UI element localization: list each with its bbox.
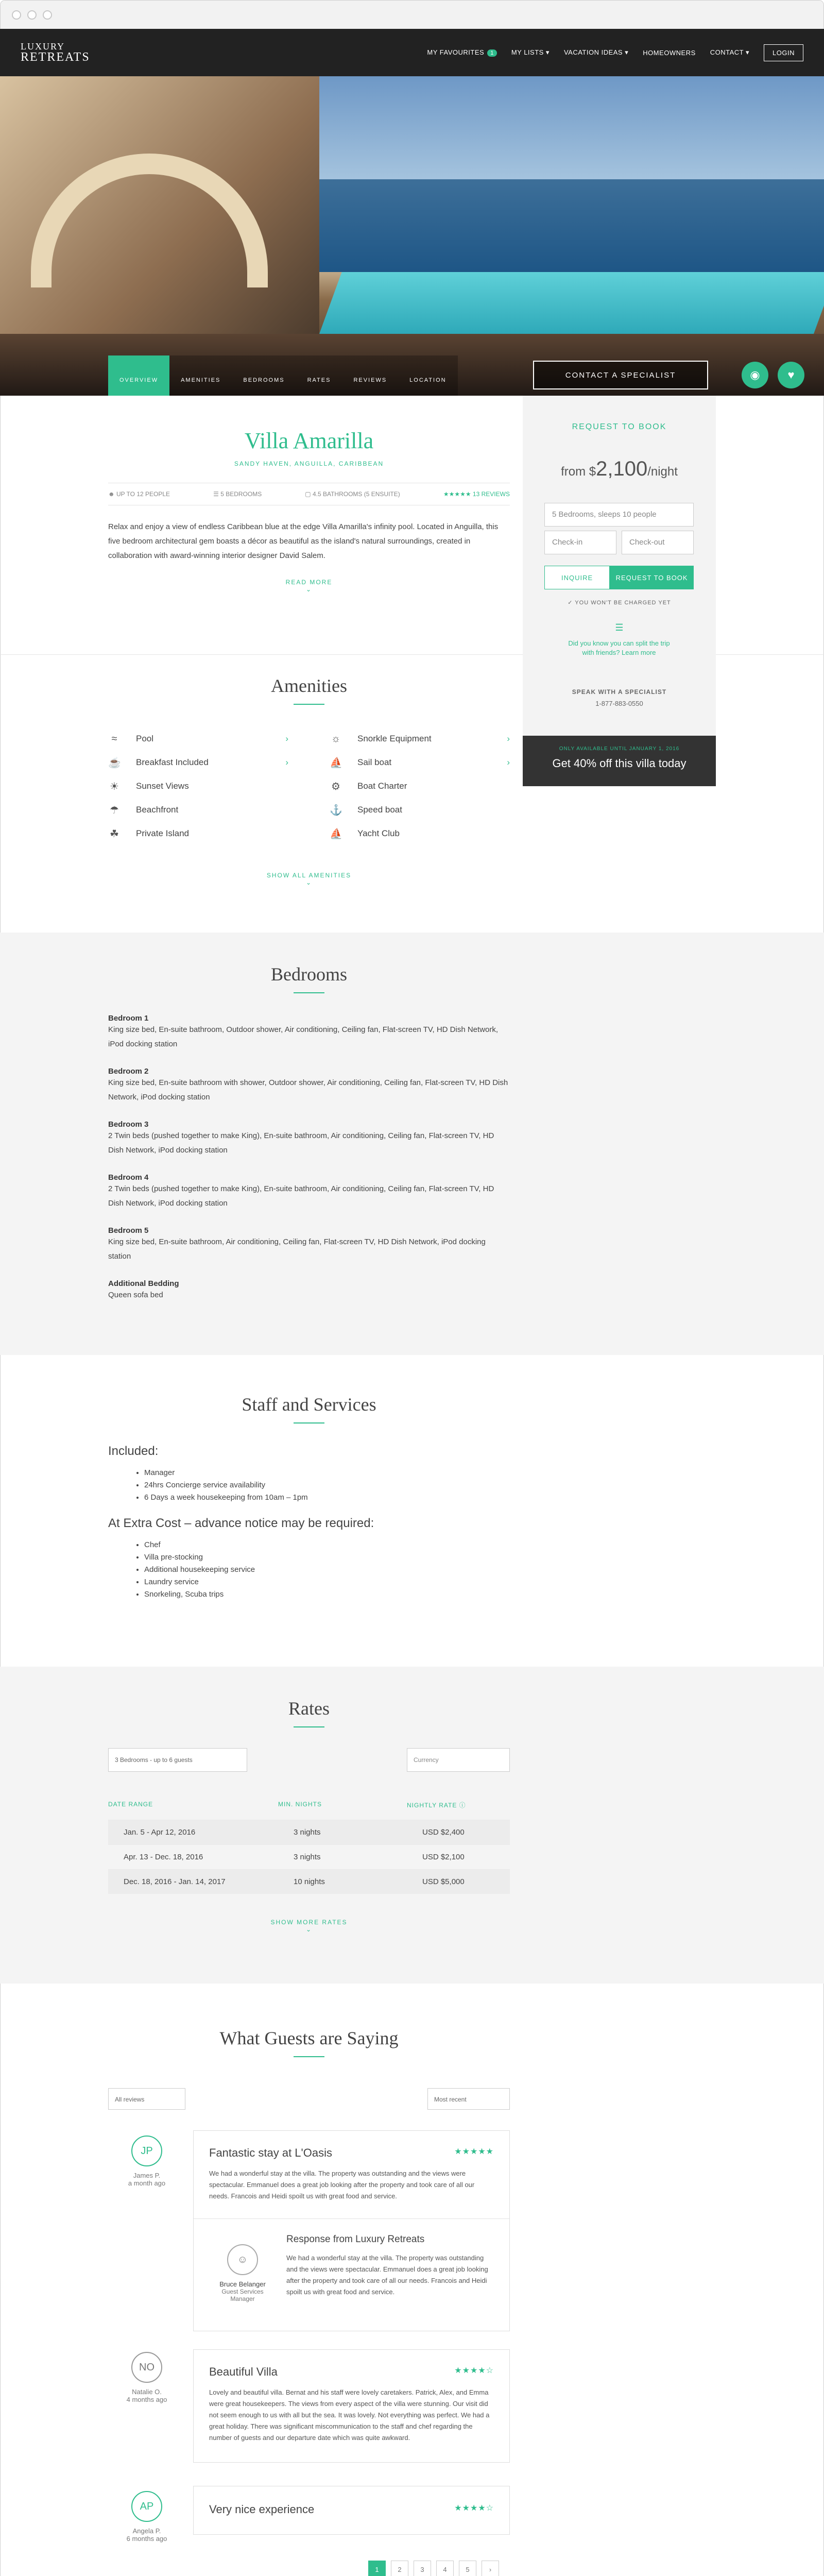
- meta-people-label: UP TO 12 PEOPLE: [116, 490, 170, 498]
- bedroom-name: Bedroom 3: [108, 1120, 149, 1129]
- meta-reviews[interactable]: ★★★★★ 13 REVIEWS: [443, 490, 510, 498]
- staff-underline: [294, 1422, 324, 1423]
- rate-min-nights: 3 nights: [294, 1828, 321, 1837]
- review-date: 6 months ago: [126, 2535, 167, 2543]
- nav-my-lists[interactable]: MY LISTS ▾: [511, 48, 550, 56]
- reviewer-name: Natalie O.: [132, 2388, 162, 2396]
- review-title: Fantastic stay at L'Oasis: [209, 2146, 332, 2159]
- page-button[interactable]: 3: [414, 2561, 431, 2576]
- villa-title: Villa Amarilla: [244, 428, 374, 453]
- amenity-pool[interactable]: [108, 731, 288, 747]
- avatar: NO: [131, 2352, 162, 2383]
- meta-bathrooms: ▢ 4.5 BATHROOMS (5 ENSUITE): [305, 490, 400, 498]
- amenity-speedboat: [330, 802, 510, 818]
- split-trip-link[interactable]: Did you know you can split the trip with friends? Learn more: [568, 639, 670, 656]
- review-title: Very nice experience: [209, 2503, 315, 2516]
- review-heading: [209, 2365, 494, 2379]
- bedroom-name: Bedroom 2: [108, 1067, 149, 1076]
- meta-bedrooms: ☰ 5 BEDROOMS: [213, 490, 262, 498]
- amenity-label: Sunset Views: [136, 781, 189, 791]
- palm-tree-icon: ☘: [110, 828, 119, 840]
- chevron-right-icon: ›: [285, 757, 288, 767]
- promo-deadline: ONLY AVAILABLE UNTIL JANUARY 1, 2016: [559, 746, 680, 752]
- amenity-yacht-club: [330, 825, 510, 842]
- bedroom-desc: 2 Twin beds (pushed together to make King), En-suite bathroom, Air conditioning, Ceiling fan, Flat-screen TV, HD Dish Network, iPod docking station: [108, 1131, 494, 1155]
- nav-vacation-ideas[interactable]: VACATION IDEAS ▾: [563, 48, 629, 56]
- chevron-down-icon: ⌄: [305, 1926, 313, 1933]
- amenities-title: Amenities: [271, 675, 347, 696]
- bedrooms-list: [108, 1014, 510, 1302]
- rates-table-body: [108, 1820, 510, 1894]
- reviews-underline: [294, 2056, 324, 2057]
- review-body: [194, 2131, 509, 2202]
- reviewer-name: James P.: [133, 2172, 161, 2179]
- bedroom-name: Bedroom 1: [108, 1014, 149, 1023]
- bedroom-desc: King size bed, En-suite bathroom with shower, Outdoor shower, Air conditioning, Ceiling fan, Flat-screen TV, HD Dish Network, iPod docking station: [108, 1078, 508, 1101]
- bedroom-name: Bedroom 5: [108, 1226, 149, 1235]
- rate-price: USD $2,100: [422, 1853, 465, 1861]
- window-minimize-dot[interactable]: [27, 10, 37, 20]
- speak-specialist-label: SPEAK WITH A SPECIALIST: [572, 688, 667, 696]
- meta-bathrooms-label: 4.5 BATHROOMS (5 ENSUITE): [312, 490, 400, 498]
- price-prefix: from $: [561, 465, 596, 479]
- rates-table-header: [108, 1801, 510, 1820]
- responder: [214, 2244, 271, 2302]
- site-logo[interactable]: [21, 42, 90, 63]
- chevron-right-icon: ›: [507, 734, 510, 743]
- amenity-label: Sail boat: [357, 757, 392, 767]
- amenity-beachfront: [108, 802, 288, 818]
- review-text: We had a wonderful stay at the villa. The property was outstanding and the views were spectacular. Emmanuel does a great job looking after the property and took care of all our needs. Francois and Heidi spoilt us with great food and service.: [209, 2170, 475, 2200]
- meta-bedrooms-label: 5 BEDROOMS: [220, 490, 262, 498]
- meta-people: ☻ UP TO 12 PEOPLE: [108, 490, 170, 498]
- amenity-breakfast[interactable]: [108, 754, 288, 771]
- review-divider: [194, 2218, 509, 2219]
- avatar: ☺: [227, 2244, 258, 2275]
- price-value: 2,100: [596, 457, 648, 480]
- table-row: [108, 1844, 510, 1869]
- page-button[interactable]: 5: [459, 2561, 476, 2576]
- request-to-book-button[interactable]: REQUEST TO BOOK: [610, 566, 694, 589]
- reviews-filter-select[interactable]: All reviews: [108, 2088, 185, 2110]
- page-button[interactable]: 4: [436, 2561, 454, 2576]
- bedrooms-underline: [294, 992, 324, 993]
- amenity-label: Snorkle Equipment: [357, 734, 432, 743]
- extra-item: • Laundry service: [144, 1576, 510, 1588]
- nav-contact[interactable]: CONTACT ▾: [710, 48, 750, 56]
- response-text: We had a wonderful stay at the villa. The property was outstanding and the views were spectacular. Emmanuel does a great job looking after the property and took care of all our needs. Francois and Heidi spoilt us with great food and service.: [286, 2254, 488, 2296]
- boat-charter-icon: ⚙: [331, 781, 340, 792]
- included-item: • 24hrs Concierge service availability: [144, 1479, 510, 1492]
- reviews-header: [108, 2027, 510, 2110]
- tab-overview[interactable]: OVERVIEW: [108, 355, 169, 396]
- amenities-grid: [108, 731, 510, 842]
- promo-banner[interactable]: [523, 736, 716, 786]
- bedroom-desc: Queen sofa bed: [108, 1291, 163, 1299]
- amenity-boat-charter: [330, 778, 510, 794]
- main-nav: [427, 44, 803, 61]
- bedrooms-filter-select[interactable]: 3 Bedrooms - up to 6 guests: [108, 1748, 247, 1772]
- rates-underline: [294, 1726, 324, 1727]
- rates-section: [108, 1698, 510, 1933]
- villa-description: Relax and enjoy a view of endless Caribbean blue at the edge Villa Amarilla's infinity pool. Located in Anguilla, this five bedroom architectural gem boasts a décor as beautiful as the island's natural surroundings, created in collaboration with award-winning interior designer David Salem.: [108, 522, 499, 560]
- included-item: • 6 Days a week housekeeping from 10am – 1pm: [144, 1492, 510, 1504]
- extra-item: • Snorkeling, Scuba trips: [144, 1588, 510, 1601]
- rate-min-nights: 3 nights: [294, 1853, 321, 1861]
- top-navigation-bar: [0, 29, 824, 76]
- currency-select[interactable]: Currency: [407, 1748, 510, 1772]
- price-unit: /night: [647, 465, 678, 479]
- login-button[interactable]: LOGIN: [764, 44, 803, 61]
- tab-amenities[interactable]: AMENITIES: [169, 355, 232, 396]
- review-card-1: [193, 2130, 510, 2331]
- amenity-label: Pool: [136, 734, 154, 743]
- beach-umbrella-icon: ☂: [110, 804, 119, 816]
- bedroom-desc: King size bed, En-suite bathroom, Outdoor shower, Air conditioning, Ceiling fan, Flat-screen TV, HD Dish Network, iPod docking station: [108, 1025, 499, 1048]
- window-zoom-dot[interactable]: [43, 10, 52, 20]
- pool-icon: ≈: [111, 733, 117, 744]
- villa-location: SANDY HAVEN, ANGUILLA, CARIBBEAN: [234, 460, 384, 467]
- amenity-private-island: [108, 825, 288, 842]
- favourites-count-badge: 1: [487, 49, 497, 57]
- chevron-down-icon: ⌄: [305, 879, 313, 886]
- show-all-amenities-link[interactable]: SHOW ALL AMENITIES: [266, 872, 352, 879]
- nav-favourites-label: MY FAVOURITES: [427, 48, 485, 56]
- reviewer-1: [108, 2136, 185, 2187]
- extra-cost-list: [144, 1539, 510, 1601]
- chevron-right-icon: ›: [507, 757, 510, 767]
- review-title: Beautiful Villa: [209, 2365, 278, 2378]
- review-body: [194, 2350, 509, 2459]
- rate-price: USD $2,400: [422, 1828, 465, 1837]
- read-more-link[interactable]: READ MORE: [285, 579, 333, 586]
- amenity-label: Boat Charter: [357, 781, 407, 791]
- booking-title: REQUEST TO BOOK: [572, 422, 667, 431]
- chevron-right-icon: ›: [285, 734, 288, 743]
- amenity-label: Yacht Club: [357, 828, 400, 838]
- rates-filters: [108, 1748, 510, 1772]
- tab-bedrooms[interactable]: BEDROOMS: [232, 355, 296, 396]
- reviewer-2: [108, 2352, 185, 2403]
- promo-text: Get 40% off this villa today: [552, 757, 686, 770]
- review-stars: ★★★★☆: [454, 2504, 494, 2513]
- reviews-title: What Guests are Saying: [219, 2028, 399, 2048]
- amenities-section: [108, 675, 510, 886]
- response-body: [286, 2234, 495, 2298]
- page-button[interactable]: 1: [368, 2561, 386, 2576]
- no-charge-note: ✓ YOU WON'T BE CHARGED YET: [568, 600, 671, 606]
- camera-icon[interactable]: ◉: [742, 362, 768, 388]
- rates-title: Rates: [288, 1698, 330, 1719]
- booking-card: [523, 396, 716, 770]
- extra-cost-label: At Extra Cost – advance notice may be required:: [108, 1516, 374, 1530]
- responder-name: Bruce Belanger: [219, 2280, 266, 2288]
- bedroom-name: Bedroom 4: [108, 1173, 149, 1182]
- staff-title: Staff and Services: [242, 1394, 376, 1415]
- split-trip-icon: ☰: [615, 622, 624, 633]
- next-page-button[interactable]: ›: [482, 2561, 499, 2576]
- amenity-label: Beachfront: [136, 805, 179, 815]
- logo-line-2: RETREATS: [21, 50, 90, 64]
- header-nightly-rate: NIGHTLY RATE ⓘ: [407, 1802, 466, 1809]
- browser-chrome: [1, 1, 823, 29]
- overview-section: [108, 428, 510, 593]
- booking-price: [523, 457, 716, 481]
- review-card-2: [193, 2349, 510, 2463]
- response-title: Response from Luxury Retreats: [286, 2234, 425, 2245]
- table-row: [108, 1820, 510, 1844]
- specialist-phone[interactable]: 1-877-883-0550: [595, 700, 643, 707]
- sailboat-icon: ⛵: [330, 757, 342, 769]
- villa-meta: [108, 483, 510, 505]
- extra-item: • Chef: [144, 1539, 510, 1551]
- review-stars: ★★★★★: [454, 2147, 494, 2156]
- amenity-label: Breakfast Included: [136, 757, 209, 767]
- rate-date: Apr. 13 - Dec. 18, 2016: [124, 1853, 203, 1861]
- header-min-nights: MIN. NIGHTS: [278, 1801, 322, 1808]
- hero-photo: [0, 76, 824, 396]
- extra-item: • Additional housekeeping service: [144, 1564, 510, 1576]
- checkout-field[interactable]: Check-out: [622, 531, 694, 554]
- table-row: [108, 1869, 510, 1894]
- amenity-label: Speed boat: [357, 805, 402, 815]
- heart-icon[interactable]: ♥: [778, 362, 804, 388]
- breakfast-icon: ☕: [108, 757, 121, 769]
- tab-rates[interactable]: RATES: [296, 355, 342, 396]
- reviews-sort-select[interactable]: Most recent: [427, 2088, 510, 2110]
- show-more-rates-link[interactable]: SHOW MORE RATES: [270, 1919, 348, 1926]
- avatar: AP: [131, 2491, 162, 2522]
- bedroom-desc: King size bed, En-suite bathroom, Air conditioning, Ceiling fan, Flat-screen TV, HD Dish Network, iPod docking station: [108, 1238, 486, 1261]
- nav-my-favourites[interactable]: [427, 48, 496, 57]
- review-text: Lovely and beautiful villa. Bernat and his staff were lovely caretakers. Patrick, Alex, and Emma were great housekeepers. The views from every aspect of the villa were stunning. Our visit did not seem enough to us with all but the sea. It was lovely. Not everything was perfect. We had a great holiday. There was significant miscommunication to the staff and chef regarding the number of guests and our departure date which was quite awkward.: [209, 2388, 490, 2442]
- inquire-button[interactable]: INQUIRE: [544, 566, 610, 589]
- avatar: JP: [131, 2136, 162, 2166]
- guests-select[interactable]: 5 Bedrooms, sleeps 10 people: [544, 503, 694, 527]
- amenity-sunset: [108, 778, 288, 794]
- amenity-sailboat[interactable]: [330, 754, 510, 771]
- review-date: 4 months ago: [126, 2396, 167, 2403]
- reviews-pagination: [368, 2561, 499, 2576]
- sunset-icon: ☀: [110, 781, 119, 792]
- bedrooms-section: [108, 963, 510, 1302]
- responder-role: Guest Services Manager: [221, 2288, 264, 2302]
- amenity-snorkel[interactable]: [330, 731, 510, 747]
- bedrooms-title: Bedrooms: [271, 964, 347, 985]
- review-card-3: [193, 2486, 510, 2535]
- speedboat-icon: ⚓: [330, 804, 342, 816]
- rate-min-nights: 10 nights: [294, 1877, 325, 1886]
- reviewer-3: [108, 2491, 185, 2543]
- review-date: a month ago: [128, 2179, 166, 2187]
- page-button[interactable]: 2: [391, 2561, 408, 2576]
- review-stars: ★★★★☆: [454, 2366, 494, 2375]
- reviewer-name: Angela P.: [132, 2527, 161, 2535]
- yacht-icon: ⛵: [330, 828, 342, 840]
- reviews-filters: [108, 2088, 510, 2110]
- amenity-label: Private Island: [136, 828, 189, 838]
- booking-buttons: [544, 566, 694, 589]
- nav-homeowners[interactable]: HOMEOWNERS: [643, 48, 696, 57]
- hero-sea: [288, 179, 824, 272]
- bedroom-name: Additional Bedding: [108, 1279, 179, 1288]
- checkin-field[interactable]: Check-in: [544, 531, 616, 554]
- included-label: Included:: [108, 1444, 159, 1458]
- section-tabs: [108, 355, 458, 396]
- snorkel-icon: ☼: [331, 733, 341, 744]
- contact-specialist-button[interactable]: CONTACT A SPECIALIST: [533, 361, 708, 389]
- amenities-underline: [294, 704, 324, 705]
- staff-section: [108, 1394, 510, 1601]
- chevron-down-icon: ⌄: [305, 586, 313, 593]
- logo-line-1: LUXURY: [21, 41, 65, 52]
- bedroom-desc: 2 Twin beds (pushed together to make King), En-suite bathroom, Air conditioning, Ceiling fan, Flat-screen TV, HD Dish Network, iPod docking station: [108, 1184, 494, 1208]
- included-list: [144, 1467, 510, 1504]
- rate-price: USD $5,000: [422, 1877, 465, 1886]
- tab-reviews[interactable]: REVIEWS: [342, 355, 398, 396]
- included-item: • Manager: [144, 1467, 510, 1479]
- tab-location[interactable]: LOCATION: [398, 355, 457, 396]
- window-close-dot[interactable]: [12, 10, 21, 20]
- extra-item: • Villa pre-stocking: [144, 1551, 510, 1564]
- hero-infinity-pool: [317, 272, 824, 339]
- review-heading: [209, 2146, 494, 2160]
- header-date-range: DATE RANGE: [108, 1801, 153, 1808]
- rate-date: Jan. 5 - Apr 12, 2016: [124, 1828, 196, 1837]
- review-heading: [194, 2486, 509, 2533]
- rate-date: Dec. 18, 2016 - Jan. 14, 2017: [124, 1877, 226, 1886]
